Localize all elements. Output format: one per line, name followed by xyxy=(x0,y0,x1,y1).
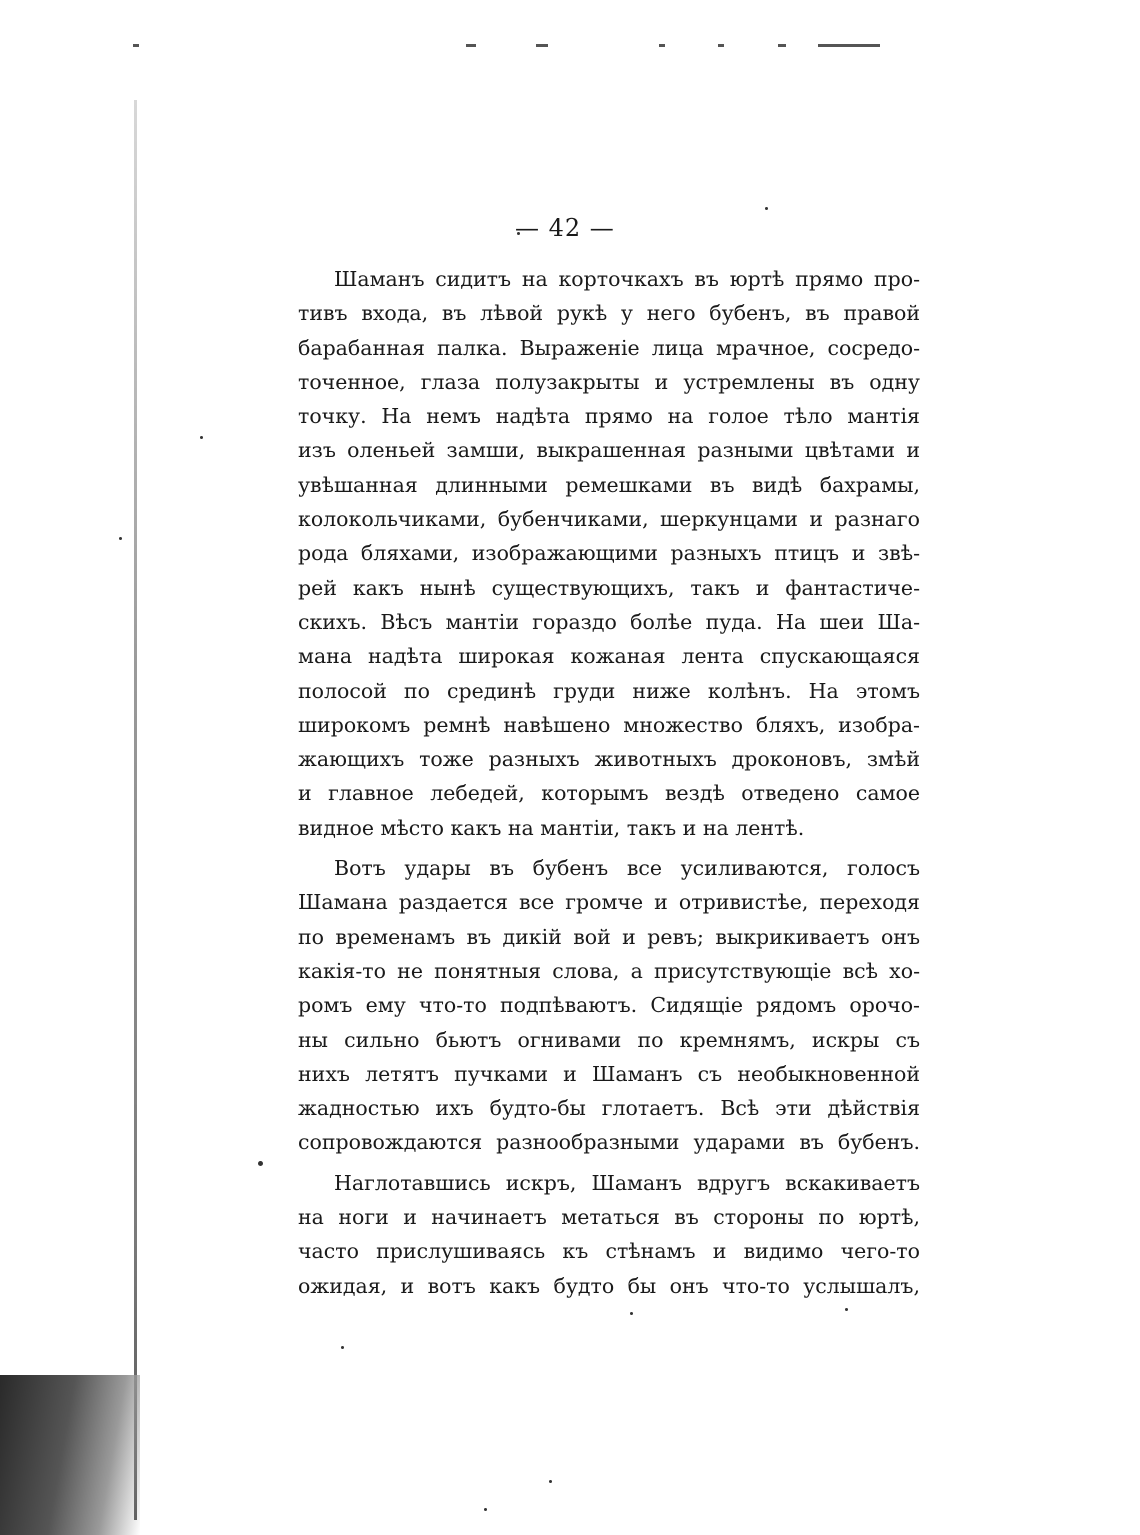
text-line: видное мѣсто какъ на мантіи, такъ и на лентѣ. xyxy=(298,815,805,840)
speck xyxy=(630,1312,633,1315)
scan-mark xyxy=(718,44,724,47)
text-line: ромъ ему что-то подпѣваютъ. Сидящіе рядомъ орочо- xyxy=(298,993,920,1018)
text-line: ожидая, и вотъ какъ будто бы онъ что-то услышалъ, xyxy=(298,1273,920,1298)
paragraph xyxy=(298,1166,920,1303)
speck xyxy=(119,537,122,540)
speck xyxy=(341,1346,344,1349)
text-line: нихъ летятъ пучками и Шаманъ съ необыкновенной xyxy=(298,1061,920,1086)
text-line: какія-то не понятныя слова, а присутствующіе всѣ хо- xyxy=(298,958,920,983)
text-line: полосой по срединѣ груди ниже колѣнъ. На этомъ xyxy=(298,678,920,703)
text-line: рода бляхами, изображающими разныхъ птицъ и звѣ- xyxy=(298,541,920,566)
page-number: — 42 — xyxy=(515,214,615,242)
paragraph xyxy=(298,262,920,845)
text-line: Вотъ удары въ бубенъ все усиливаются, голосъ xyxy=(334,856,920,881)
speck xyxy=(200,436,203,439)
scan-mark xyxy=(133,44,139,47)
body-text xyxy=(298,262,920,1303)
text-line: точенное, глаза полузакрыты и устремлены въ одну xyxy=(298,369,920,394)
text-line: сопровождаются разнообразными ударами въ бубенъ. xyxy=(298,1130,920,1155)
text-line: барабанная палка. Выраженіе лица мрачное, сосредо- xyxy=(298,335,920,360)
speck xyxy=(765,207,768,210)
text-line: увѣшанная длинными ремешками въ видѣ бахрамы, xyxy=(298,472,920,497)
text-line: изъ оленьей замши, выкрашенная разными цвѣтами и xyxy=(298,438,920,463)
text-line: рей какъ нынѣ существующихъ, такъ и фантастиче- xyxy=(298,575,920,600)
binding-edge xyxy=(134,100,137,1520)
text-line: Наглотавшись искръ, Шаманъ вдругъ вскакиваетъ xyxy=(334,1170,920,1195)
speck xyxy=(484,1508,487,1511)
scan-mark xyxy=(778,44,786,47)
scan-mark xyxy=(536,44,548,47)
text-line: Шаманъ сидитъ на корточкахъ въ юртѣ прямо про- xyxy=(334,267,920,291)
text-line: ны сильно бьютъ огнивами по кремнямъ, искры съ xyxy=(298,1027,920,1052)
text-line: на ноги и начинаетъ метаться въ стороны по юртѣ, xyxy=(298,1205,920,1230)
scan-mark xyxy=(659,44,665,47)
page-corner-shadow xyxy=(0,1375,140,1535)
text-line: точку. На немъ надѣта прямо на голое тѣло мантія xyxy=(298,404,920,429)
speck xyxy=(258,1161,263,1166)
text-line: широкомъ ремнѣ навѣшено множество бляхъ, изобра- xyxy=(298,712,920,737)
text-line: колокольчиками, бубенчиками, шеркунцами и разнаго xyxy=(298,507,920,532)
text-line: часто прислушиваясь къ стѣнамъ и видимо чего-то xyxy=(298,1239,920,1264)
text-line: Шамана раздается все громче и отривистѣе, переходя xyxy=(298,890,920,915)
paragraph xyxy=(298,851,920,1160)
text-line: и главное лебедей, которымъ вездѣ отведено самое xyxy=(298,781,920,806)
text-line: тивъ входа, въ лѣвой рукѣ у него бубенъ, въ правой xyxy=(298,301,920,326)
speck xyxy=(845,1308,848,1311)
text-line: по временамъ въ дикій вой и ревъ; выкрикиваетъ онъ xyxy=(298,924,920,949)
scan-mark xyxy=(466,44,476,47)
text-line: жадностью ихъ будто-бы глотаетъ. Всѣ эти дѣйствія xyxy=(298,1096,920,1121)
speck xyxy=(549,1480,552,1483)
text-line: скихъ. Вѣсъ мантіи гораздо болѣе пуда. На шеи Ша- xyxy=(298,609,920,634)
text-line: мана надѣта широкая кожаная лента спускающаяся xyxy=(298,644,920,669)
scan-mark xyxy=(818,44,880,47)
text-line: жающихъ тоже разныхъ животныхъ дроконовъ, змѣй xyxy=(298,747,920,772)
